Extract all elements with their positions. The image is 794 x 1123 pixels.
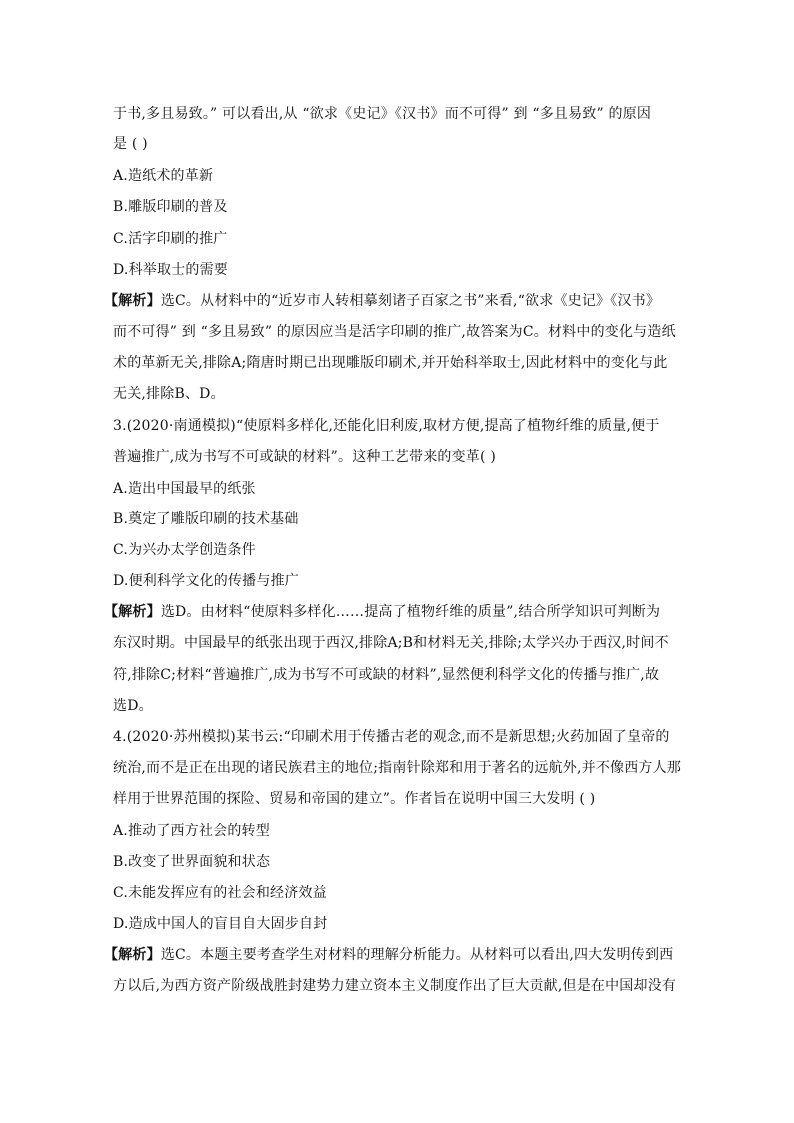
option-line: D.造成中国人的盲目自大固步自封 xyxy=(113,916,328,932)
option-line: D.便利科学文化的传播与推广 xyxy=(113,573,299,589)
option-line: B.奠定了雕版印刷的技术基础 xyxy=(113,511,299,527)
text-line: 选D。 xyxy=(113,698,153,714)
option-line: A.造纸术的革新 xyxy=(113,168,214,184)
option-line: A.造出中国最早的纸张 xyxy=(113,481,256,497)
analysis-tag: 【解析】 xyxy=(104,947,161,963)
option-line: D.科举取士的需要 xyxy=(113,262,228,278)
option-line: C.未能发挥应有的社会和经济效益 xyxy=(113,885,327,901)
question-line: 普遍推广,成为书写不可或缺的材料”。这种工艺带来的变革( ) xyxy=(113,449,496,465)
question-line: 样用于世界范围的探险、贸易和帝国的建立”。作者旨在说明中国三大发明 ( ) xyxy=(113,791,596,807)
text-line: 而不可得” 到 “多且易致” 的原因应当是活字印刷的推广,故答案为C。材料中的变化与造纸 xyxy=(113,324,676,340)
question-line: 4.(2020·苏州模拟)某书云:“印刷术用于传播古老的观念,而不是新思想;火药加固了皇帝的 xyxy=(113,729,670,745)
option-line: B.雕版印刷的普及 xyxy=(113,199,228,215)
question-line: 3.(2020·南通模拟)“使原料多样化,还能化旧利废,取材方便,提高了植物纤维的质量,便于 xyxy=(113,418,660,434)
option-line: B.改变了世界面貌和状态 xyxy=(113,854,271,870)
analysis-line: 【解析】选C。从材料中的“近岁市人转相摹刻诸子百家之书”来看,“欲求《史记》《汉书》 xyxy=(104,293,661,309)
analysis-line: 【解析】选C。本题主要考查学生对材料的理解分析能力。从材料可以看出,四大发明传到西 xyxy=(104,947,674,963)
option-line: A.推动了西方社会的转型 xyxy=(113,823,270,839)
text-line: 术的革新无关,排除A;隋唐时期已出现雕版印刷术,并开始科举取士,因此材料中的变化与此 xyxy=(113,355,668,371)
text-line: 于书,多且易致。” 可以看出,从 “欲求《史记》《汉书》而不可得” 到 “多且易致” 的原因 xyxy=(113,106,652,122)
question-line: 统治,而不是正在出现的诸民族君主的地位;指南针除郑和用于著名的远航外,并不像西方人那 xyxy=(113,760,682,776)
analysis-tag: 【解析】 xyxy=(104,293,161,309)
option-line: C.为兴办太学创造条件 xyxy=(113,542,256,558)
text-line: 是 ( ) xyxy=(113,136,148,152)
text-line: 方以后,为西方资产阶级战胜封建势力建立资本主义制度作出了巨大贡献,但是在中国却没有 xyxy=(113,978,677,994)
option-line: C.活字印刷的推广 xyxy=(113,231,228,247)
text-line: 无关,排除B、D。 xyxy=(113,386,225,402)
analysis-line: 【解析】选D。由材料“使原料多样化……提高了植物纤维的质量”,结合所学知识可判断为 xyxy=(104,604,661,620)
text-line: 东汉时期。中国最早的纸张出现于西汉,排除A;B和材料无关,排除;太学兴办于西汉,时间不 xyxy=(113,635,669,651)
analysis-tag: 【解析】 xyxy=(104,604,161,620)
text-line: 符,排除C;材料“普遍推广,成为书写不可或缺的材料”,显然便利科学文化的传播与推广,故 xyxy=(113,667,660,683)
